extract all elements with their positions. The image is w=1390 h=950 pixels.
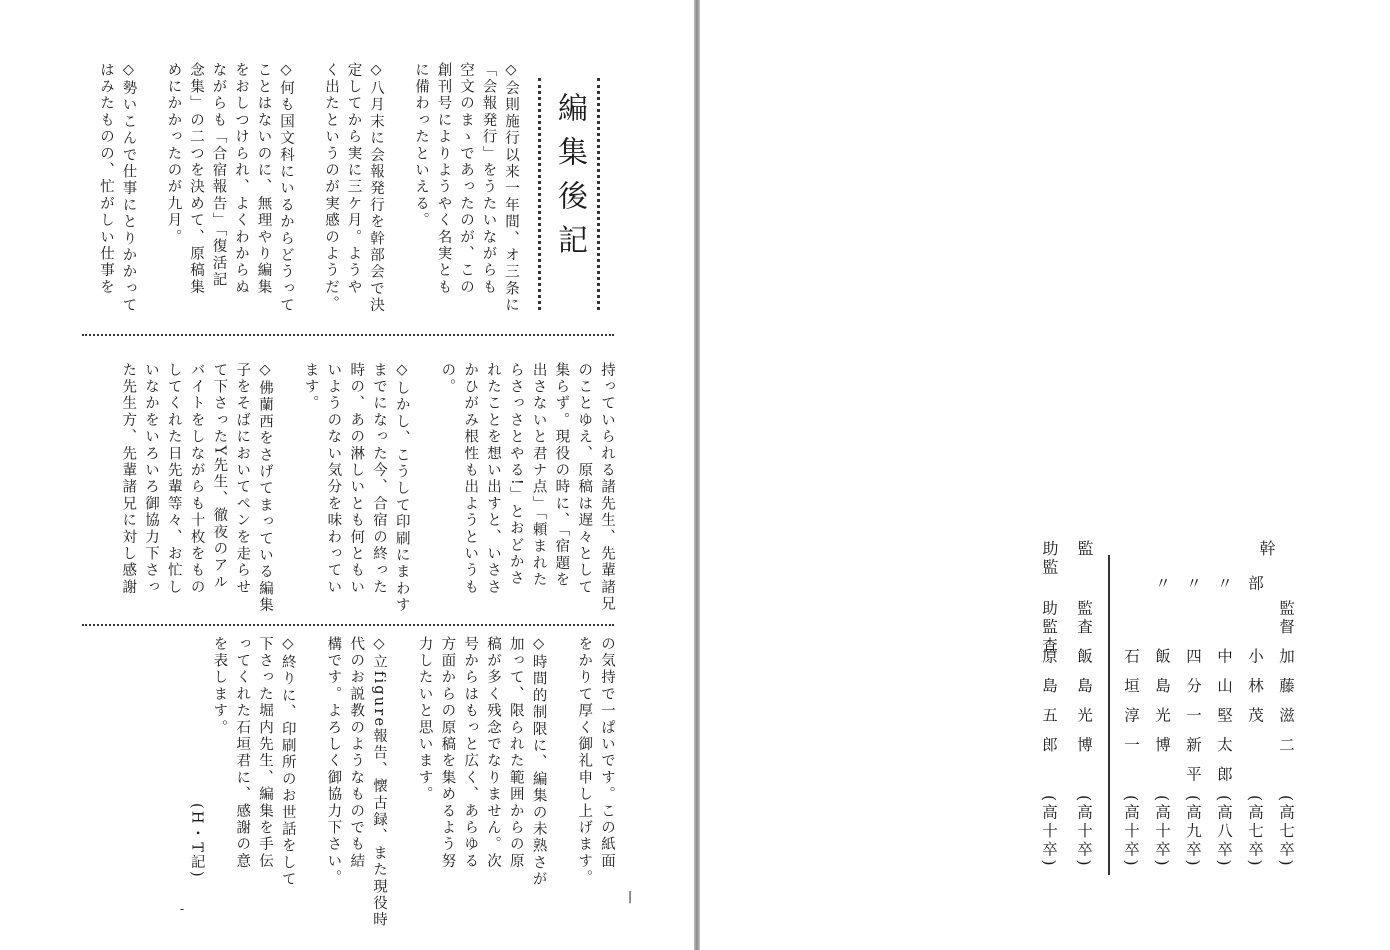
header-kanbu: 幹 xyxy=(1257,540,1276,559)
page-dash-mark: - xyxy=(180,902,185,916)
roster-role-1: 部 xyxy=(1246,575,1264,594)
bottom-column-6: 号からはもっと広く、あらゆる xyxy=(462,636,479,870)
top-column-2: 空文のまゝであったのが、この xyxy=(458,62,474,296)
bottom-column-15: 下さった堀内先生、編集を手伝 xyxy=(257,636,273,870)
top-column-6: ◇八月末に会報発行を幹部会で決 xyxy=(368,62,384,314)
bottom-column-1: をかりて厚く御礼申し上げます。 xyxy=(576,636,593,887)
bottom-column-7: 方面からの原稿を集めるよう努 xyxy=(439,636,456,870)
top-column-1: 「会報発行」をうたいながらも xyxy=(480,62,497,296)
top-column-7: 定してから実に三ケ月。ようや xyxy=(345,62,362,296)
middle-column-7: の。 xyxy=(439,362,456,396)
top-column-17: ◇勢いこんで仕事にとりかかって xyxy=(120,62,137,314)
roster-role-2: 〃 xyxy=(1215,575,1233,594)
bottom-column-3: ◇時間的制限に、編集の未熟さが xyxy=(530,636,547,888)
page-edge-mark: | xyxy=(628,889,633,903)
roster-name-3: 四分一新平 xyxy=(1184,648,1202,796)
roster-name-4: 飯島光博 xyxy=(1153,648,1171,766)
top-column-18: はみたものの、忙がしい仕事を xyxy=(98,62,114,296)
bottom-column-17: を表します。 xyxy=(211,636,228,737)
roster-name-0: 加藤滋二 xyxy=(1277,648,1295,766)
roster-class-2: (高八卒) xyxy=(1215,795,1233,869)
top-column-4: に備わったといえる。 xyxy=(413,62,429,229)
divider-top xyxy=(82,334,614,336)
bottom-column-5: 稿が多く残念でなりません。次 xyxy=(485,636,501,870)
middle-column-17: て下さったY先生、徹夜のアル xyxy=(211,362,228,591)
divider-bottom xyxy=(82,624,614,626)
bottom-column-18: (H・T記) xyxy=(188,636,205,879)
bottom-column-14: ◇終りに、印刷所のお世話をして xyxy=(279,636,296,888)
top-column-0: ◇会則施行以来一年間、オ三条に xyxy=(503,62,519,314)
middle-column-19: してくれた日先輩等々、お忙し xyxy=(165,362,182,596)
bottom-column-16: ってくれた石垣君に、感謝の意 xyxy=(234,636,251,870)
roster-role-3: 〃 xyxy=(1184,575,1202,594)
middle-column-18: バイトをしながらも十枚をもの xyxy=(188,362,205,596)
top-column-13: ながらも「合宿報告」「復活記 xyxy=(210,62,227,289)
bottom-column-0: の気持で一ぱいです。この紙面 xyxy=(599,636,615,870)
bottom-column-4: 加って、限られた範囲からの原 xyxy=(507,636,524,870)
bottom-column-12: 構です。よろしく御協力下さい。 xyxy=(325,636,342,887)
middle-column-9: ◇しかし、こうして印刷にまわす xyxy=(393,362,410,614)
roster-class-4: (高十卒) xyxy=(1153,795,1171,869)
roster-class-6: (高十卒) xyxy=(1075,795,1093,869)
middle-column-20: いなかをいろいろ御協力下さっ xyxy=(143,362,159,596)
roster-name-2: 中山堅太郎 xyxy=(1215,648,1233,796)
top-column-14: 念集」の二つを決めて、原稿集 xyxy=(188,62,204,296)
roster-class-0: (高七卒) xyxy=(1277,795,1295,869)
roster-role-0: 監督 xyxy=(1277,600,1295,637)
roster-name-5: 石垣淳一 xyxy=(1122,648,1140,766)
left-page xyxy=(0,0,694,950)
middle-column-4: らさっさとやる!」とおどかさ xyxy=(507,362,524,588)
roster-class-5: (高十卒) xyxy=(1122,795,1140,869)
roster-divider xyxy=(1108,555,1110,875)
middle-column-6: かひがみ根性も出ようというも xyxy=(462,362,479,596)
middle-column-1: のことゆえ、原稿は遅々として xyxy=(576,362,593,596)
bottom-column-11: 代のお説教のようなものでも結 xyxy=(348,636,365,870)
middle-column-21: た先生方、先輩諸兄に対し感謝 xyxy=(120,362,137,596)
top-column-3: 創刊号によりようやく名実とも xyxy=(435,62,452,296)
top-column-8: く出たというのが実感のようだ。 xyxy=(323,62,339,313)
middle-column-0: 持っていられる諸先生、先輩諸兄 xyxy=(599,362,615,613)
roster-name-1: 小林茂 xyxy=(1246,648,1264,737)
middle-column-12: いようのない気分を味わってい xyxy=(325,362,342,596)
middle-column-13: ます。 xyxy=(302,362,319,413)
middle-column-3: 出さないと君ナ点」「頼まれた xyxy=(530,362,547,589)
roster-class-7: (高十卒) xyxy=(1040,795,1058,869)
top-column-10: ◇何も国文科にいるからどうって xyxy=(278,62,294,314)
middle-column-10: までになった今、合宿の終った xyxy=(371,362,387,596)
roster-role-7: 助監査 xyxy=(1040,600,1058,656)
middle-column-5: れたことを想い出すと、いささ xyxy=(485,362,501,596)
page-title: 編集後記 xyxy=(552,92,587,268)
middle-column-2: 集らず。現役の時に、「宿題を xyxy=(553,362,570,589)
roster-class-3: (高九卒) xyxy=(1184,795,1202,869)
roster-role-6: 監査 xyxy=(1075,600,1093,637)
roster-role-4: 〃 xyxy=(1153,575,1171,594)
roster-name-7: 原島五郎 xyxy=(1040,648,1058,766)
middle-column-16: 子をそばにおいてペンを走らせ xyxy=(234,362,251,596)
bottom-column-8: 力したいと思います。 xyxy=(416,636,433,803)
top-column-12: をおしつけられ、よくわからぬ xyxy=(233,62,249,296)
top-column-15: めにかかったのが九月。 xyxy=(165,62,182,246)
roster-class-1: (高七卒) xyxy=(1246,795,1264,869)
right-page xyxy=(700,0,1390,950)
middle-column-15: ◇佛蘭西をさげてまっている編集 xyxy=(257,362,273,614)
top-column-11: ことはないのに、無理やり編集 xyxy=(255,62,272,296)
bottom-column-10: ◇立figure報告、懐古録、また現役時 xyxy=(371,636,387,929)
roster-name-6: 飯島光博 xyxy=(1075,648,1093,766)
header-jokansa: 助監 xyxy=(1040,540,1059,577)
middle-column-11: 時の、あの淋しいとも何ともい xyxy=(348,362,365,596)
header-kansa: 監 xyxy=(1075,540,1094,559)
